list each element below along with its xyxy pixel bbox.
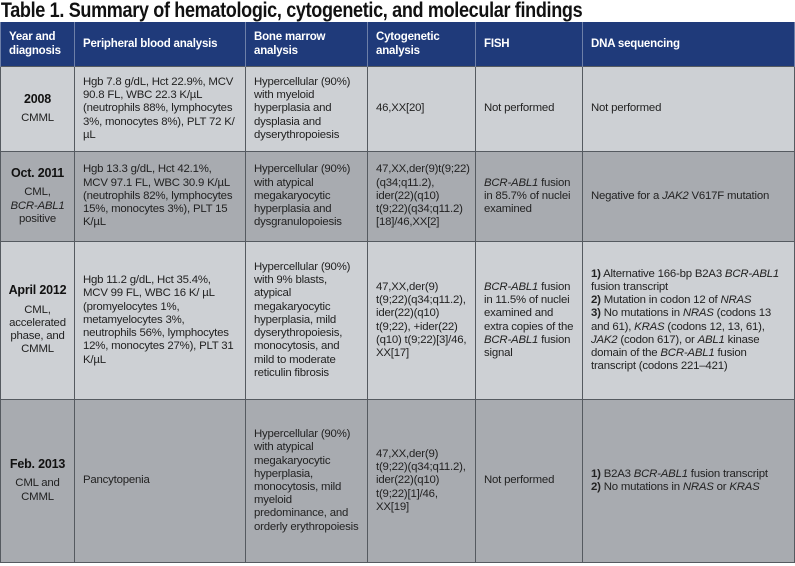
- table-row: [1, 242, 795, 400]
- year-label: Oct. 2011: [10, 166, 65, 181]
- findings-table: [0, 22, 795, 563]
- cytogenetic-cell: 47,XX,der(9)t(9;22) (q34;q11.2), ider(22)(q10) t(9;22)(q34;q11.2) [18]/46,XX[2]: [368, 152, 476, 242]
- diagnosis-label: CML, BCR-ABL1 positive: [10, 186, 65, 225]
- diagnosis-label: CML, accelerated phase, and CMML: [9, 303, 66, 356]
- year-diagnosis-cell: [1, 67, 75, 152]
- dna-sequencing-cell: Negative for a JAK2 V617F mutation: [583, 152, 795, 242]
- table-title: Table 1. Summary of hematologic, cytogenetic, and molecular findings: [0, 0, 583, 22]
- fish-cell: Not performed: [476, 67, 583, 152]
- dna-sequencing-cell: Not performed: [583, 67, 795, 152]
- dna-finding-item: 2) Mutation in codon 12 of NRAS: [591, 294, 752, 307]
- column-header-cytogenetic: Cytogenetic analysis: [368, 22, 476, 67]
- column-header-fish: FISH: [476, 22, 583, 67]
- table-row: [1, 152, 795, 242]
- column-header-year: Year and diagnosis: [1, 22, 75, 67]
- column-header-dna-sequencing: DNA sequencing: [583, 22, 795, 67]
- dna-sequencing-cell: [583, 400, 795, 563]
- peripheral-blood-cell: Hgb 7.8 g/dL, Hct 22.9%, MCV 90.8 FL, WBC 22.3 K/µL (neutrophils 88%, lymphocytes 3%, monocytes 8%), PLT 72 K/µL: [75, 67, 246, 152]
- fish-cell: Not performed: [476, 400, 583, 563]
- table-row: [1, 67, 795, 152]
- peripheral-blood-cell: Hgb 13.3 g/dL, Hct 42.1%, MCV 97.1 FL, WBC 30.9 K/µL (neutrophils 82%, lymphocytes 15%, monocytes 3%), PLT 15 K/µL: [75, 152, 246, 242]
- table-header-row: [1, 22, 795, 67]
- gene-name: BCR-ABL1: [484, 333, 539, 346]
- column-header-peripheral-blood: Peripheral blood analysis: [75, 22, 246, 67]
- cytogenetic-cell: 47,XX,der(9) t(9;22)(q34;q11.2), ider(22)(q10) t(9;22), +ider(22)(q10) t(9;22)[3]/46, XX[17]: [368, 242, 476, 400]
- bone-marrow-cell: Hypercellular (90%) with atypical megakaryocytic hyperplasia, monocytosis, mild myeloid predominance, and orderly erythropoiesis: [246, 400, 368, 563]
- dna-sequencing-cell: [583, 242, 795, 400]
- dna-finding-item: 1) B2A3 BCR-ABL1 fusion transcript: [591, 467, 768, 480]
- column-header-bone-marrow: Bone marrow analysis: [246, 22, 368, 67]
- fish-cell: BCR-ABL1 fusion in 85.7% of nuclei examined: [476, 152, 583, 242]
- year-diagnosis-cell: [1, 152, 75, 242]
- year-label: Feb. 2013: [9, 457, 66, 472]
- dna-finding-item: 3) No mutations in NRAS (codons 13 and 61), KRAS (codons 12, 13, 61), JAK2 (codon 617), or ABL1 kinase domain of the BCR-ABL1 fusion transcript (codons 221–421): [591, 307, 771, 373]
- gene-name: BCR-ABL1: [484, 280, 539, 293]
- cytogenetic-cell: 47,XX,der(9) t(9;22)(q34;q11.2), ider(22)(q10) t(9;22)[1]/46, XX[19]: [368, 400, 476, 563]
- bone-marrow-cell: Hypercellular (90%) with atypical megakaryocytic hyperplasia and dysgranulopoiesis: [246, 152, 368, 242]
- year-diagnosis-cell: [1, 242, 75, 400]
- diagnosis-label: CML and CMML: [15, 477, 60, 503]
- diagnosis-label: CMML: [21, 112, 54, 124]
- bone-marrow-cell: Hypercellular (90%) with myeloid hyperplasia and dysplasia and dyserythropoiesis: [246, 67, 368, 152]
- table-row: [1, 400, 795, 563]
- year-label: April 2012: [8, 283, 67, 298]
- gene-name: JAK2: [662, 189, 689, 202]
- bone-marrow-cell: Hypercellular (90%) with 9% blasts, atypical megakaryocytic hyperplasia, mild dyserythropoiesis, monocytosis, and mild to moderate reticulin fibrosis: [246, 242, 368, 400]
- dna-finding-item: 2) No mutations in NRAS or KRAS: [591, 481, 760, 493]
- peripheral-blood-cell: Hgb 11.2 g/dL, Hct 35.4%, MCV 99 FL, WBC 16 K/ µL (promyelocytes 1%, metamyelocytes 3%, neutrophils 56%, lymphocytes 12%, monocytes 27%), PLT 31 K/µL: [75, 242, 246, 400]
- year-diagnosis-cell: [1, 400, 75, 563]
- fish-cell: BCR-ABL1 fusion in 11.5% of nuclei examined and extra copies of the BCR-ABL1 fusion signal: [476, 242, 583, 400]
- gene-name: BCR-ABL1: [484, 176, 539, 189]
- cytogenetic-cell: 46,XX[20]: [368, 67, 476, 152]
- dna-finding-item: 1) Alternative 166-bp B2A3 BCR-ABL1 fusion transcript: [591, 267, 780, 293]
- gene-name: BCR-ABL1: [10, 199, 65, 212]
- peripheral-blood-cell: Pancytopenia: [75, 400, 246, 563]
- year-label: 2008: [23, 91, 51, 106]
